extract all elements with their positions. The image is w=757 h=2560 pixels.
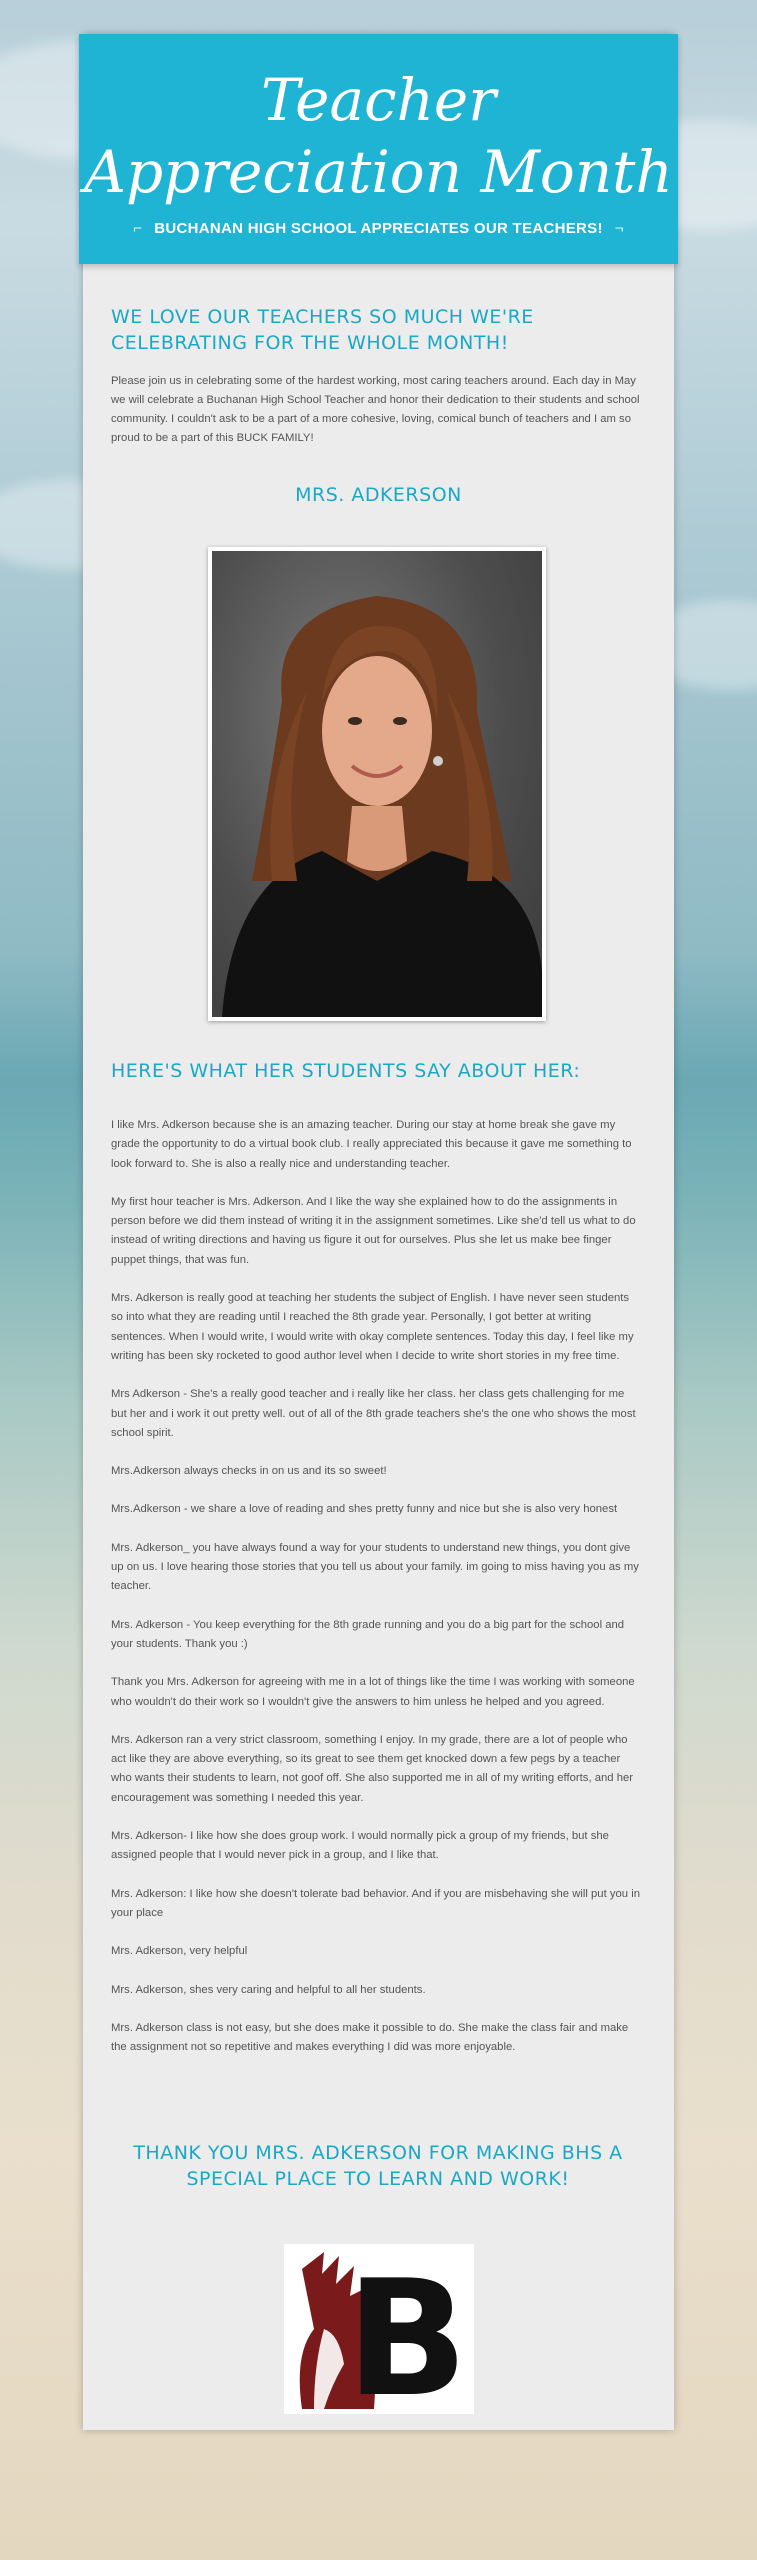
quote-item: Mrs. Adkerson- I like how she does group work. I would normally pick a group of my friends, but she assigned people that I would never pick in a group, and I like that.: [111, 1830, 609, 1862]
quote-item: Mrs. Adkerson class is not easy, but she does make it possible to do. She make the class fair and make the assignment not so repetitive and makes everything I did was more enjoyable.: [111, 2021, 629, 2054]
teacher-name: MRS. ADKERSON: [295, 484, 462, 506]
quote-item: Mrs. Adkerson_ you have always found a way for your students to understand new things, you dont give up on us. I love hearing those stories that you tell us about your family. im going to miss having you as my teacher.: [111, 1541, 639, 1593]
closing-thanks: THANK YOU MRS. ADKERSON FOR MAKING BHS A SPECIAL PLACE TO LEARN AND WORK!: [133, 2142, 623, 2190]
quote-item: Mrs. Adkerson ran a very strict classroom, something I enjoy. In my grade, there are a lot of people who act like they are above everything, so its great to see them get knocked down a few pegs by a teacher who wants their students to learn, not goof off. She also supported me in all of my writing efforts, and her encouragement was something I needed this year.: [111, 1733, 634, 1804]
title-line-1: Teacher: [261, 66, 496, 134]
quote-item: Mrs. Adkerson is really good at teaching her students the subject of English. I have never seen students so into what they are reading until I reached the 8th grade year. Personally, I got better at writing sentences. When I would write, I would write with okay complete sentences. Today this day, I feel like my writing has been sky rocketed to good author level when I decide to write short stories in my free time.: [111, 1292, 634, 1362]
quote-item: Mrs. Adkerson, shes very caring and helpful to all her students.: [111, 1983, 426, 1996]
buck-logo-icon: [284, 2244, 474, 2414]
page-title: [79, 64, 678, 208]
student-quotes: [111, 1116, 643, 2076]
students-heading: HERE'S WHAT HER STUDENTS SAY ABOUT HER:: [111, 1060, 581, 1082]
title-line-2: Appreciation Month: [84, 138, 673, 206]
intro-heading: WE LOVE OUR TEACHERS SO MUCH WE'RE CELEBRATING FOR THE WHOLE MONTH!: [111, 306, 534, 354]
quote-item: Mrs.Adkerson - we share a love of reading and shes pretty funny and nice but she is also very honest: [111, 1503, 618, 1516]
teacher-photo-frame: [208, 547, 546, 1021]
header-subtitle: BUCHANAN HIGH SCHOOL APPRECIATES OUR TEACHERS!: [154, 220, 603, 237]
left-flourish-icon: ⌐: [133, 220, 143, 237]
quote-item: Mrs.Adkerson always checks in on us and its so sweet!: [111, 1465, 387, 1478]
quote-item: Mrs. Adkerson - You keep everything for the 8th grade running and you do a big part for the school and your students. Thank you :): [111, 1618, 625, 1650]
logo-letter: B: [346, 2245, 468, 2414]
quote-item: Mrs Adkerson - She's a really good teacher and i really like her class. her class gets challenging for me but her and i work it out pretty well. out of all of the 8th grade teachers she's the one who shows the most school spirit.: [111, 1388, 636, 1439]
header-banner: [79, 34, 678, 264]
quote-item: Mrs. Adkerson: I like how she doesn't tolerate bad behavior. And if you are misbehaving she will put you in your place: [111, 1887, 641, 1919]
teacher-portrait-illustration: [212, 551, 542, 1017]
school-logo: [284, 2244, 474, 2414]
quote-item: Mrs. Adkerson, very helpful: [111, 1945, 248, 1958]
right-flourish-icon: ¬: [614, 220, 624, 237]
quote-item: I like Mrs. Adkerson because she is an amazing teacher. During our stay at home break she gave my grade the opportunity to do a virtual book club. I really appreciated this because it gave me something to look forward to. She is also a really nice and understanding teacher.: [111, 1119, 632, 1170]
header-subtitle-row: [79, 220, 678, 237]
quote-item: Thank you Mrs. Adkerson for agreeing with me in a lot of things like the time I was working with someone who wouldn't do their work so I wouldn't give the answers to him unless he helped and you agreed.: [111, 1676, 635, 1708]
teacher-photo: [212, 551, 542, 1017]
newsletter-card: [83, 34, 674, 2430]
quote-item: My first hour teacher is Mrs. Adkerson. And I like the way she explained how to do the assignments in person before we did them instead of writing it in the assignment sometimes. Like she'd tell us what to do instead of writing directions and having us figure it out for ourselves. Plus she let us make bee finger puppet things, that was fun.: [111, 1195, 636, 1266]
intro-text: Please join us in celebrating some of the hardest working, most caring teachers around. Each day in May we will celebrate a Buchanan High School Teacher and honor their dedication to their students and school community. I couldn't ask to be a part of a more cohesive, loving, comical bunch of teachers and I am so proud to be a part of this BUCK FAMILY!: [111, 375, 640, 444]
